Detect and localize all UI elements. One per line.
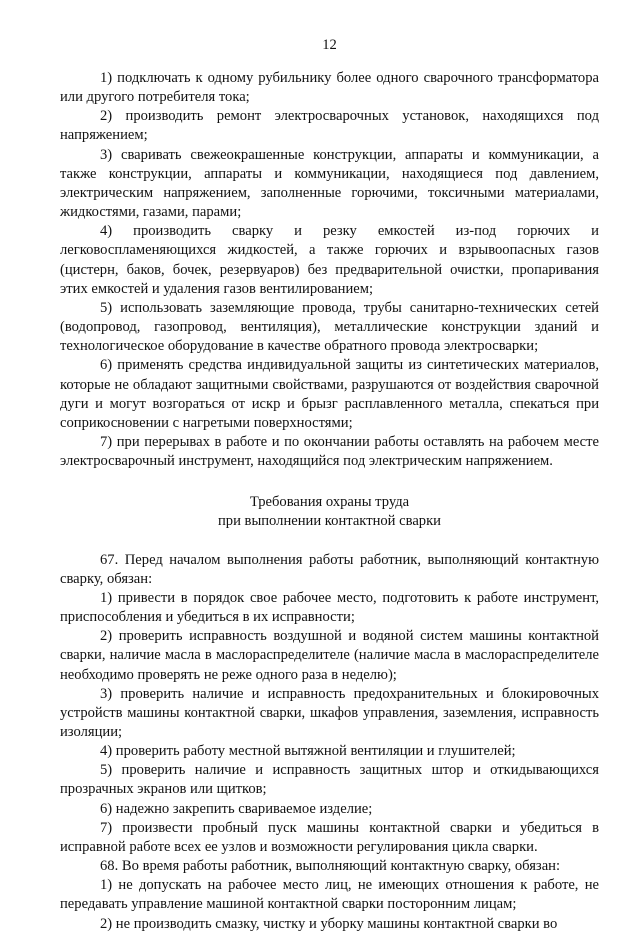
list-item: 3) сваривать свежеокрашенные конструкции, аппараты и коммуникации, а также конструкции, аппараты и коммуникации, находящиеся под давлением, электрическим напряжением, заполненные горючими, токсичными материалами, жидкостями, газами, парами; (60, 146, 599, 221)
document-body (60, 69, 599, 934)
list-item: 2) проверить исправность воздушной и водяной систем машины контактной сварки, наличие масла в маслораспределителе (наличие масла в маслораспределителе необходимо проверять не реже одного раза в неделю); (60, 628, 599, 683)
list-item: 2) не производить смазку, чистку и уборку машины контактной сварки во (100, 915, 558, 932)
section-heading (60, 493, 599, 531)
list-item: 7) при перерывах в работе и по окончании работы оставлять на рабочем месте электросварочный инструмент, находящийся под электрическим напряжением. (60, 433, 599, 470)
list-item: 4) проверить работу местной вытяжной вентиляции и глушителей; (100, 743, 516, 760)
list-item: 6) применять средства индивидуальной защиты из синтетических материалов, которые не обладают защитными свойствами, разрушаются от воздействия сварочной дуги и могут возгораться от искр и брызг расплавленного металла, спекаться при соприкосновении с нагретыми поверхностями; (60, 357, 599, 431)
list-item: 2) производить ремонт электросварочных установок, находящихся под напряжением; (60, 108, 599, 144)
list-item: 3) проверить наличие и исправность предохранительных и блокировочных устройств машины контактной сварки, шкафов управления, заземления, исправность изоляции; (60, 685, 599, 740)
clause-68: 68. Во время работы работник, выполняющий контактную сварку, обязан: (100, 858, 561, 875)
list-item: 1) не допускать на рабочее место лиц, не имеющих отношения к работе, не передавать управление машиной контактной сварки посторонним лицам; (60, 877, 599, 913)
page-number: 12 (322, 37, 337, 53)
list-item: 1) подключать к одному рубильнику более одного сварочного трансформатора или другого потребителя тока; (60, 70, 599, 106)
list-item: 6) надежно закрепить свариваемое изделие; (100, 800, 373, 817)
list-item: 4) производить сварку и резку емкостей из-под горючих и легковоспламеняющихся жидкостей, а также горючих и взрывоопасных газов (цистерн, баков, бочек, резервуаров) без предварительной очистки, пропаривания этих емкостей и удаления газов вентилированием; (60, 223, 599, 297)
list-item: 7) произвести пробный пуск машины контактной сварки и убедиться в исправной работе всех ее узлов и возможности регулирования цикла сварки. (60, 819, 599, 855)
section-heading-line-2: при выполнении контактной сварки (217, 513, 441, 530)
list-item: 5) использовать заземляющие провода, трубы санитарно-технических сетей (водопровод, газопровод, вентиляция), металлические конструкции зданий и технологическое оборудование в качестве обратного провода электросварки; (60, 299, 599, 355)
list-item: 5) проверить наличие и исправность защитных штор и откидывающихся прозрачных экранов или щитков; (60, 762, 599, 798)
section-heading-line-1: Требования охраны труда (249, 494, 410, 511)
list-item: 1) привести в порядок свое рабочее место, подготовить к работе инструмент, приспособления и убедиться в их исправности; (60, 589, 599, 626)
clause-67: 67. Перед началом выполнения работы работник, выполняющий контактную сварку, обязан: (60, 551, 599, 587)
